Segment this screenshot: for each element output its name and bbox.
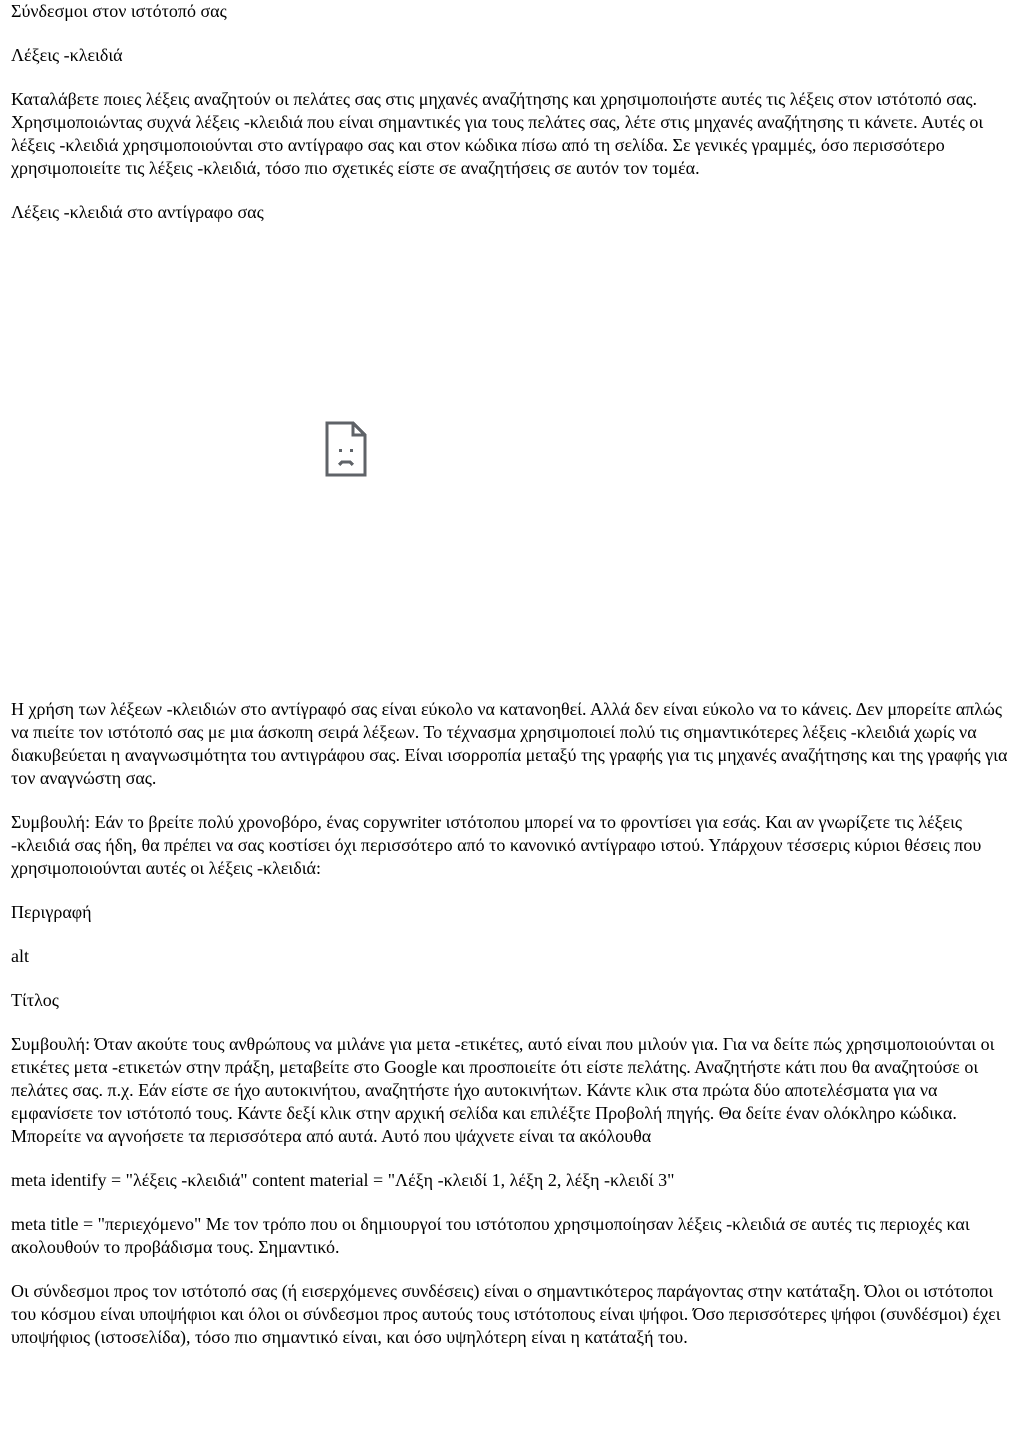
links-paragraph: Οι σύνδεσμοι προς τον ιστότοπό σας (ή εισερχόμενες συνδέσεις) είναι ο σημαντικότερος παράγοντας στην κατάταξη. Όλοι οι ιστότοποι του κόσμου είναι υποψήφιοι και όλοι οι σύνδεσμοι προς αυτούς τους ιστότοπους είναι ψήφοι. Όσο περισσότερες ψήφοι (συνδέσμοι) έχει υποψήφιος (ιστοσελίδα), τόσο πιο σημαντικό είναι, και όσο υψηλότερη είναι η κατάταξή του. <box>11 1281 1001 1347</box>
page-title: Σύνδεσμοι στον ιστότοπό σας <box>11 1 227 21</box>
tip-copywriter-paragraph: Συμβουλή: Εάν το βρείτε πολύ χρονοβόρο, ένας copywriter ιστότοπου μπορεί να το φροντίσει για εσάς. Και αν γνωρίζετε τις λέξεις -κλειδιά σας ήδη, θα πρέπει να σας κοστίσει όχι περισσότερο από το κανονικό αντίγραφο ιστού. Υπάρχουν τέσσερις κύριοι θέσεις που χρησιμοποιούνται αυτές οι λέξεις -κλειδιά: <box>11 812 982 878</box>
broken-image-icon <box>325 421 367 477</box>
section-heading-keywords: Λέξεις -κλειδιά <box>11 45 123 65</box>
place-item-description: Περιγραφή <box>11 902 92 922</box>
place-item-title: Τίτλος <box>11 990 59 1010</box>
meta-title-paragraph: meta title = "περιεχόμενο" Με τον τρόπο που οι δημιουργοί του ιστότοπου χρησιμοποίησαν λέξεις -κλειδιά σε αυτές τις περιοχές και ακολουθούν το προβάδισμα τους. Σημαντικό. <box>11 1214 970 1257</box>
tip-meta-paragraph: Συμβουλή: Όταν ακούτε τους ανθρώπους να μιλάνε για μετα -ετικέτες, αυτό είναι που μιλούν για. Για να δείτε πώς χρησιμοποιούνται οι ετικέτες μετα -ετικετών στην πράξη, μεταβείτε στο Google και προσποιείτε ότι είστε πελάτης. Αναζητήστε κάτι που θα αναζητούσε οι πελάτες σας. π.χ. Εάν είστε σε ήχο αυτοκινήτου, αναζητήστε ήχο αυτοκινήτων. Κάντε κλικ στα πρώτα δύο αποτελέσματα για να εμφανίσετε τον ιστότοπό τους. Κάντε δεξί κλικ στην αρχική σελίδα και επιλέξτε Προβολή πηγής. Θα δείτε έναν ολόκληρο κώδικα. Μπορείτε να αγνοήσετε τα περισσότερα από αυτά. Αυτό που ψάχνετε είναι τα ακόλουθα <box>11 1034 995 1146</box>
usage-paragraph: Η χρήση των λέξεων -κλειδιών στο αντίγραφό σας είναι εύκολο να κατανοηθεί. Αλλά δεν είναι εύκολο να το κάνεις. Δεν μπορείτε απλώς να πιείτε τον ιστότοπό σας με μια άσκοπη σειρά λέξεων. Το τέχνασμα χρησιμοποιεί πολύ τις σημαντικότερες λέξεις -κλειδιά χωρίς να διακυβεύεται η αναγνωσιμότητα του αντιγράφου σας. Είναι ισορροπία μεταξύ της γραφής για τις μηχανές αναζήτησης και της γραφής για τον αναγνώστη σας. <box>11 699 1008 788</box>
intro-paragraph: Καταλάβετε ποιες λέξεις αναζητούν οι πελάτες σας στις μηχανές αναζήτησης και χρησιμοποιήστε αυτές τις λέξεις στον ιστότοπό σας. Χρησιμοποιώντας συχνά λέξεις -κλειδιά που είναι σημαντικές για τους πελάτες σας, λέτε στις μηχανές αναζήτησης τι κάνετε. Αυτές οι λέξεις -κλειδιά χρησιμοποιούνται στο αντίγραφο σας και στον κώδικα πίσω από τη σελίδα. Σε γενικές γραμμές, όσο περισσότερο χρησιμοποιείτε τις λέξεις -κλειδιά, τόσο πιο σχετικές είστε σε αναζητήσεις σε αυτόν τον τομέα. <box>11 89 984 178</box>
article-image <box>11 245 1013 686</box>
meta-identify-line: meta identify = "λέξεις -κλειδιά" content material = "Λέξη -κλειδί 1, λέξη 2, λέξη -κλειδί 3" <box>11 1170 675 1190</box>
place-item-alt: alt <box>11 946 29 966</box>
subheading-keywords-in-copy: Λέξεις -κλειδιά στο αντίγραφο σας <box>11 202 264 222</box>
